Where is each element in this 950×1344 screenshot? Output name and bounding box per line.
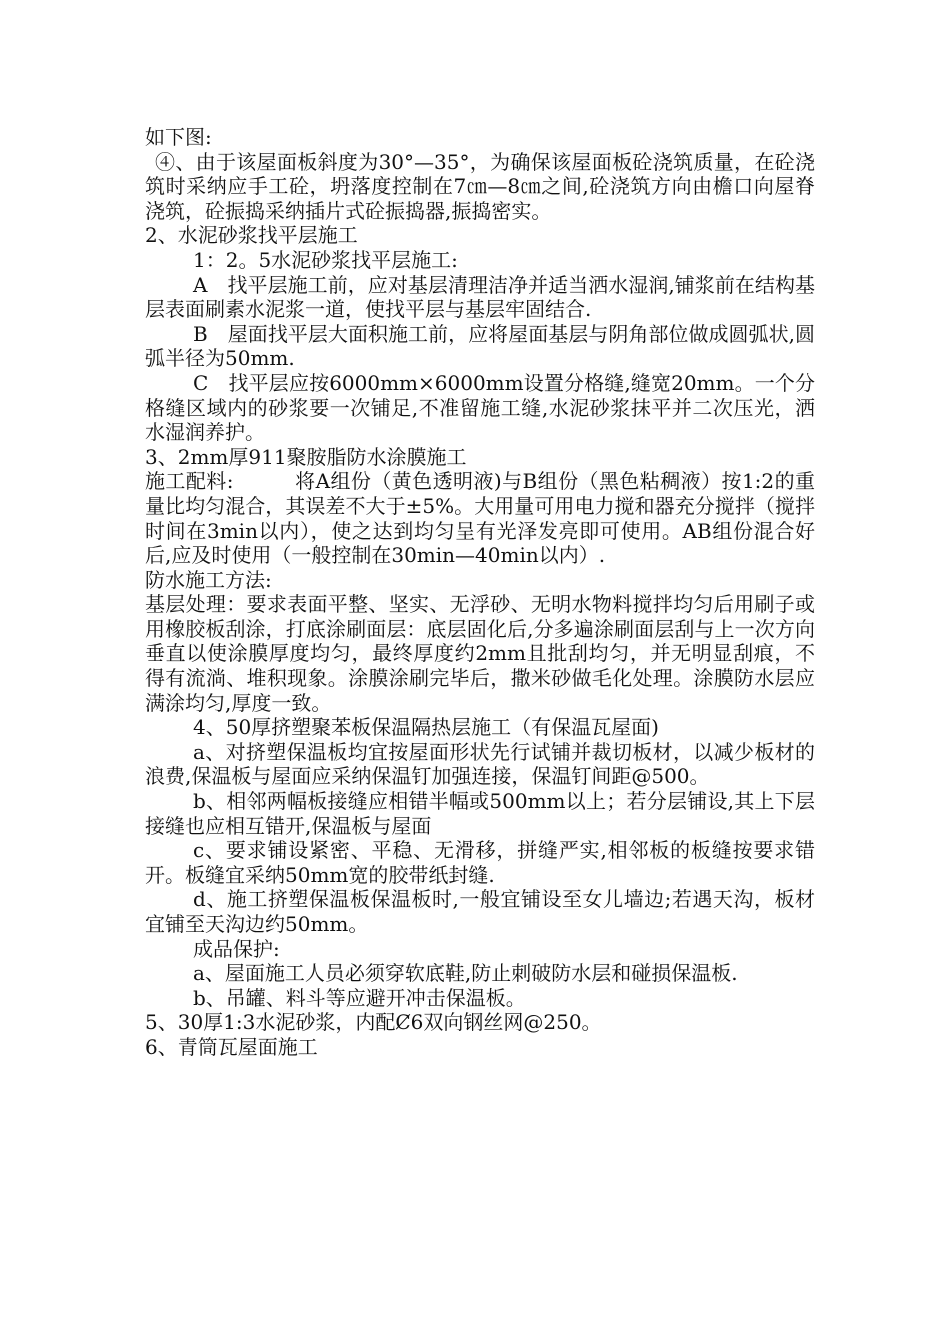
- section-heading-2: 2、水泥砂浆找平层施工: [145, 223, 358, 248]
- section-heading-6: 6、青筒瓦屋面施工: [145, 1034, 318, 1059]
- section-heading-4: 4、50厚挤塑聚苯板保温隔热层施工（有保温瓦屋面): [193, 715, 659, 740]
- paragraph-protection-a: a、屋面施工人员必须穿软底鞋,防止刺破防水层和碰损保温板.: [193, 961, 738, 986]
- paragraph-mixing: 施工配料: 将A组份（黄色透明液)与B组份（黑色粘稠液）按1:2的重量比均匀混合，其误差不大于±5%。大用量可用电力搅和器充分搅拌（搅拌时间在3min以内），使之达到均匀呈有光泽发亮即可使用。AB组份混合好后,应及时使用（一般控制在30min—40min以内）.: [145, 469, 815, 568]
- paragraph-insulation-b: b、相邻两幅板接缝应相错半幅或500mm以上；若分层铺设,其上下层接缝也应相互错开,保温板与屋面: [145, 789, 815, 838]
- paragraph-item-a: A 找平层施工前，应对基层清理洁净并适当洒水湿润,铺浆前在结构基层表面刷素水泥浆一道，使找平层与基层牢固结合.: [145, 272, 815, 322]
- paragraph-intro: 如下图:: [145, 125, 212, 149]
- paragraph-protection-heading: 成品保护:: [193, 936, 280, 961]
- paragraph-mortar-intro: 1：2。5水泥砂浆找平层施工:: [193, 247, 458, 272]
- paragraph-method-heading: 防水施工方法:: [145, 567, 272, 592]
- paragraph-protection-b: b、吊罐、料斗等应避开冲击保温板。: [193, 985, 526, 1010]
- paragraph-base-treatment: 基层处理：要求表面平整、坚实、无浮砂、无明水物料搅拌均匀后用刷子或用橡胶板刮涂，打底涂刷面层：底层固化后,分多遍涂刷面层刮与上一次方向垂直以使涂膜厚度均匀，最终厚度约2mm且批刮均匀，并无明显刮痕，不得有流淌、堆积现象。涂膜涂刷完毕后，撒米砂做毛化处理。涂膜防水层应满涂均匀,厚度一致。: [145, 592, 815, 715]
- paragraph-item-c: C 找平层应按6000mm×6000mm设置分格缝,缝宽20mm。一个分格缝区域内的砂浆要一次铺足,不准留施工缝,水泥砂浆抹平并二次压光，洒水湿润养护。: [145, 370, 815, 445]
- paragraph-item-b: B 屋面找平层大面积施工前，应将屋面基层与阴角部位做成圆弧状,圆弧半径为50mm.: [145, 321, 815, 371]
- paragraph-insulation-a: a、对挤塑保温板均宜按屋面形状先行试铺并裁切板材，以减少板材的浪费,保温板与屋面应采纳保温钉加强连接，保温钉间距@500。: [145, 739, 815, 789]
- document-body: [145, 125, 815, 1060]
- paragraph-item-4: ④、由于该屋面板斜度为30°—35°，为确保该屋面板砼浇筑质量，在砼浇筑时采纳应手工砼，坍落度控制在7㎝—8㎝之间,砼浇筑方向由檐口向屋脊浇筑，砼振捣采纳插片式砼振捣器,振捣密实。: [145, 149, 815, 223]
- paragraph-insulation-d: d、施工挤塑保温板保温板时,一般宜铺设至女儿墙边;若遇天沟，板材宜铺至天沟边约50mm。: [145, 887, 815, 936]
- paragraph-insulation-c: c、要求铺设紧密、平稳、无滑移，拼缝严实,相邻板的板缝按要求错开。板缝宜采纳50mm宽的胶带纸封缝.: [145, 838, 815, 887]
- section-heading-3: 3、2mm厚911聚胺脂防水涂膜施工: [145, 444, 467, 469]
- section-heading-5: 5、30厚1:3水泥砂浆，内配Ȼ6双向钢丝网@250。: [145, 1010, 602, 1035]
